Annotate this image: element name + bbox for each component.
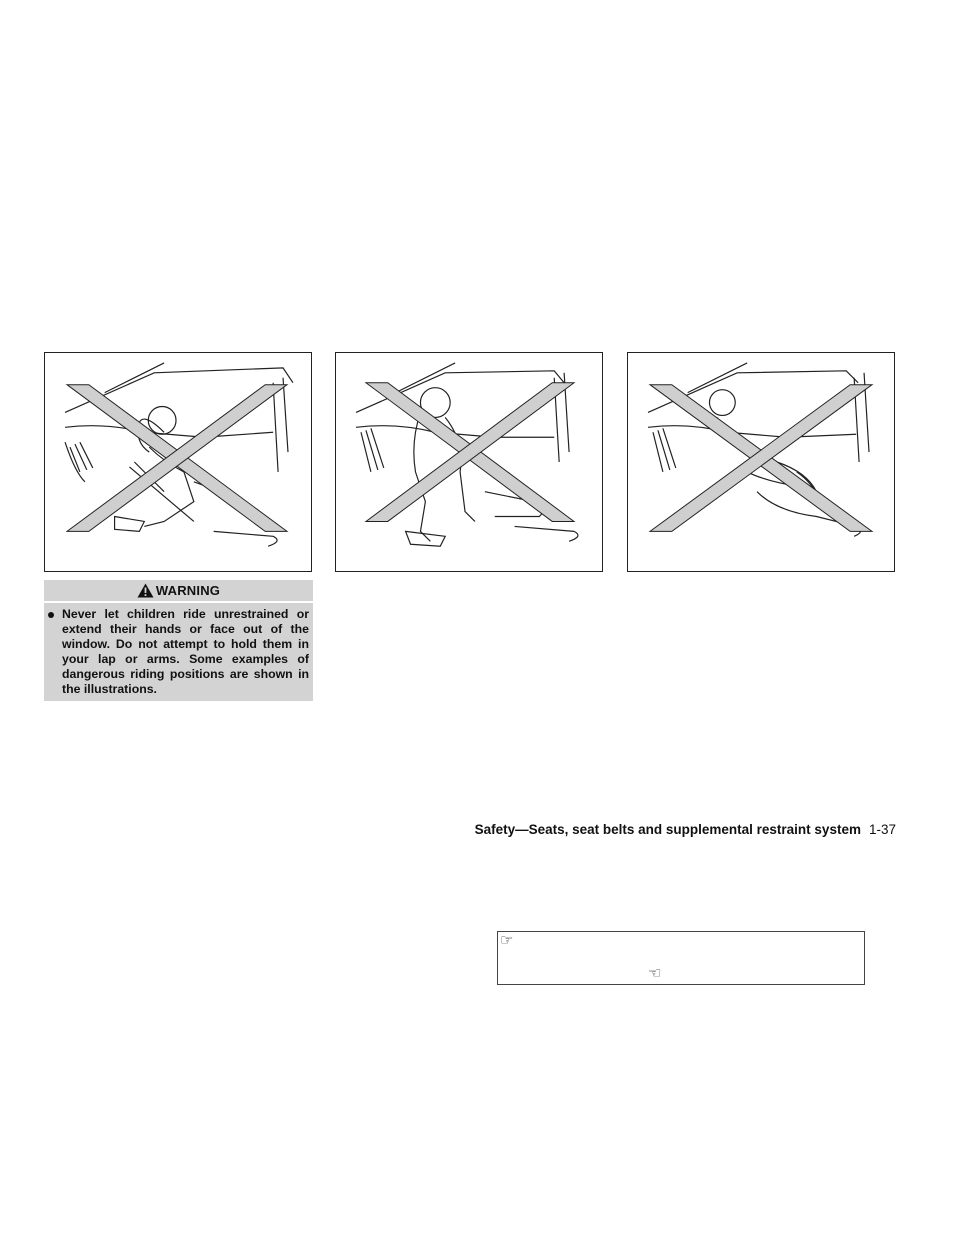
section-title: Safety—Seats, seat belts and supplemental restraint system [474, 822, 861, 837]
bullet-icon [48, 612, 54, 618]
illustration-child-standing [335, 352, 603, 572]
pointing-hand-right-icon[interactable]: ☞ [500, 932, 514, 949]
illustration-child-leaning-out [44, 352, 312, 572]
warning-header [44, 580, 313, 603]
warning-title: WARNING [155, 583, 221, 598]
warning-item [44, 603, 313, 701]
pointing-hand-left-icon[interactable]: ☜ [648, 965, 662, 982]
page-number: 1-37 [868, 822, 896, 837]
warning-text: Never let children ride unrestrained or extend their hands or face out of the window. Do not attempt to hold them in your lap or arms. Some examples of dangerous riding positions are shown in the illustrations. [62, 607, 309, 696]
illustration-child-on-lap [627, 352, 895, 572]
navigation-box [497, 931, 865, 985]
warning-triangle-icon [137, 583, 154, 598]
warning-box [44, 580, 313, 701]
page-footer [400, 822, 896, 837]
